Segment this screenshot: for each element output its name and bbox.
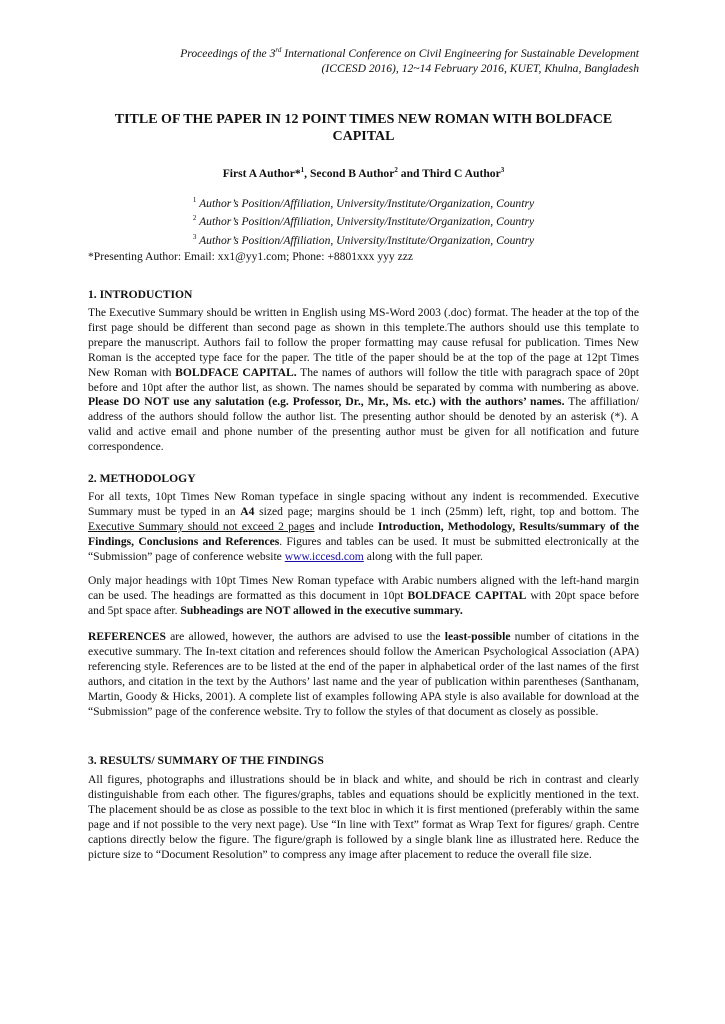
affiliation-2: $^2$ Author’s Position/Affiliation, University/Institute/Organization, Country xyxy=(192,214,535,229)
affiliation-3: $^3$ Author’s Position/Affiliation, University/Institute/Organization, Country xyxy=(192,232,535,247)
affiliation-list xyxy=(88,193,639,248)
affiliation-1: $^1$ Author’s Position/Affiliation, University/Institute/Organization, Country xyxy=(192,196,535,210)
methodology-paragraph-1: For all texts, 10pt Times New Roman typeface in single spacing without any indent is recommended. Executive Summary must be typed in an A4 sized page; margins should be 1 inch (25mm) left, right, top and bottom. The Executive Summary should not exceed 2 pages and include Introduction, Methodology, Results/summary of the Findings, Conclusions and References. Figures and tables can be used. It must be submitted electronically at the “Submission” page of conference website www.iccesd.com along with the full paper. xyxy=(88,490,640,563)
introduction-paragraph: The Executive Summary should be written in English using MS-Word 2003 (.doc) format. The header at the top of the first page should be different than second page as shown in this templete.The authors should use this template to prepare the manuscript. Authors fail to follow the proper formatting may cause refusal for publication. Times New Roman is the accepted type face for the paper. The title of the paper should be at the top of the page at 12pt Times New Roman with BOLDFACE CAPITAL. The names of authors will follow the title with paragrach space of 20pt before and 10pt after the author list, as shown. The names should be separated by comma with numbering as above. Please DO NOT use any salutation (e.g. Professor, Dr., Mr., Ms. etc.) with the authors’ names. The affiliation/ address of the authors should follow the author list. The presenting author should be denoted by an asterisk (*). A valid and active email and phone number of the presenting author must be given for all notification and future correspondence. xyxy=(88,306,639,454)
results-paragraph: All figures, photographs and illustrations should be in black and white, and should be rich in contrast and clearly distinguishable from each other. The figures/graphs, tables and equations should be explicitly mentioned in the text. The placement should be as close as possible to the text bloc in which it is first mentioned (preferably within the same page and if not possible to the very next page). Use “In line with Text” format as Wrap Text for figures/ graph. Centre captions directly below the figure. The figure/graph is followed by a single blank line as illustrated here. Reduce the picture size to “Document Resolution” to compress any image after placement to reduce the overall file size. xyxy=(88,773,639,861)
heading-results: 3. RESULTS/ SUMMARY OF THE FINDINGS xyxy=(88,754,324,767)
header-line-1: Proceedings of the 3rd International Conference on Civil Engineering for Sustainable Development xyxy=(180,46,639,60)
conference-header xyxy=(88,43,639,76)
author-list: First A Author*$^1$, Second B Author$^2$ and Third C Author$^3$ xyxy=(222,166,505,180)
header-line-2: (ICCESD 2016), 12~14 February 2016, KUET, Khulna, Bangladesh xyxy=(321,61,639,75)
conference-website-link[interactable]: www.iccesd.com xyxy=(284,549,364,563)
methodology-paragraph-2: Only major headings with 10pt Times New Roman typeface with Arabic numbers aligned with the left-hand margin can be used. The headings are formatted as this document in 10pt BOLDFACE CAPITAL with 20pt space before and 5pt space after. Subheadings are NOT allowed in the executive summary. xyxy=(88,574,640,617)
paper-title: TITLE OF THE PAPER IN 12 POINT TIMES NEW ROMAN WITH BOLDFACE CAPITAL xyxy=(114,112,613,144)
presenting-author-contact: *Presenting Author: Email: xx1@yy1.com; Phone: +8801xxx yyy zzz xyxy=(88,250,414,263)
heading-methodology: 2. METHODOLOGY xyxy=(88,472,196,485)
references-paragraph: REFERENCES are allowed, however, the authors are advised to use the least-possible number of citations in the executive summary. The In-text citation and references should follow the American Psychological Association (APA) referencing style. References are to be listed at the end of the paper in alphabetical order of the last names of the first authors, and citation in the text by the Authors’ last name and the year of publication within parentheses (Santhanam, Martin, Goody & Hicks, 2001). A complete list of examples following APA style is also available for download at the “Submission” page of the conference website. Try to follow the styles of that document as closely as possible. xyxy=(88,630,640,718)
heading-introduction: 1. INTRODUCTION xyxy=(88,288,193,301)
